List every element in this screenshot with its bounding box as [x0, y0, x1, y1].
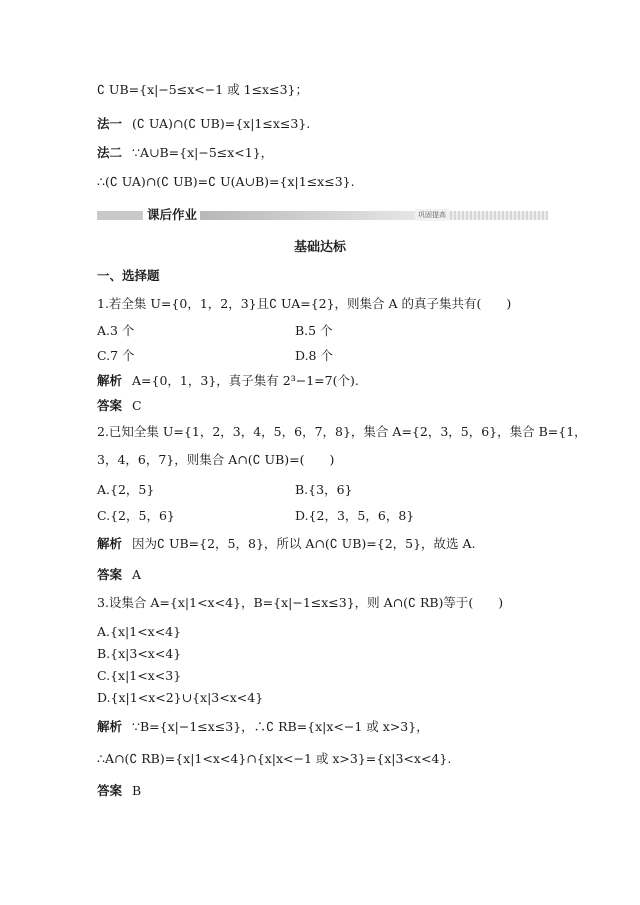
- q3-option-a: A.{x|1<x<4}: [97, 624, 182, 639]
- homework-banner: [97, 206, 548, 224]
- q3-answer-value: B: [132, 783, 142, 798]
- q1-answer: [97, 398, 142, 414]
- q1-analysis-label: 解析: [97, 373, 123, 388]
- q3-analysis-text: ∵B={x|−1≤x≤3}，∴∁ RB={x|x<−1 或 x>3}，: [132, 719, 429, 734]
- q3-answer-label: 答案: [97, 783, 123, 798]
- banner-title: 课后作业: [147, 207, 198, 222]
- q2-answer-value: A: [132, 567, 142, 582]
- method-one-label: 法一: [97, 116, 123, 131]
- method-one-text: (∁ UA)∩(∁ UB)={x|1≤x≤3}.: [132, 116, 311, 131]
- method-two-label: 法二: [97, 145, 123, 160]
- part-title: 一、选择题: [97, 268, 160, 283]
- q1-answer-label: 答案: [97, 398, 123, 413]
- q3-option-d: D.{x|1<x<2}∪{x|3<x<4}: [97, 690, 264, 705]
- q1-analysis: [97, 373, 359, 389]
- q3-stem: 3.设集合 A={x|1<x<4}，B={x|−1≤x≤3}，则 A∩(∁ RB)等于( ): [97, 595, 504, 610]
- q1-analysis-text: A={0，1，3}，真子集有 2³−1=7(个).: [132, 373, 359, 388]
- q2-option-b: B.{3，6}: [295, 482, 353, 497]
- banner-bar-mid: [200, 211, 418, 220]
- q3-analysis: [97, 719, 429, 735]
- q2-option-a: A.{2，5}: [97, 482, 155, 497]
- q2-analysis: [97, 536, 476, 552]
- banner-bar-left: [97, 211, 143, 220]
- q2-answer-label: 答案: [97, 567, 123, 582]
- q2-analysis-label: 解析: [97, 536, 123, 551]
- banner-tag: 巩固提高: [415, 209, 449, 221]
- section-title: 基础达标: [293, 240, 346, 255]
- q1-stem: 1.若全集 U={0，1，2，3}且∁ UA={2}，则集合 A 的真子集共有( ): [97, 296, 512, 311]
- conclusion-line: ∴(∁ UA)∩(∁ UB)=∁ U(A∪B)={x|1≤x≤3}.: [97, 174, 355, 189]
- q1-answer-value: C: [132, 398, 142, 413]
- method-two-text: ∵A∪B={x|−5≤x<1}，: [132, 145, 274, 160]
- prev-solution-line: ∁ UB={x|−5≤x<−1 或 1≤x≤3}；: [97, 82, 308, 97]
- method-one-line: [97, 116, 310, 132]
- q3-option-b: B.{x|3<x<4}: [97, 646, 182, 661]
- q3-option-c: C.{x|1<x<3}: [97, 668, 182, 683]
- q3-answer: [97, 783, 141, 799]
- q2-analysis-text: 因为∁ UB={2，5，8}，所以 A∩(∁ UB)={2，5}，故选 A.: [132, 536, 476, 551]
- q1-option-a: A.3 个: [97, 323, 135, 338]
- q2-option-c: C.{2，5，6}: [97, 508, 175, 523]
- q2-stem-line1: 2.已知全集 U={1，2，3，4，5，6，7，8}，集合 A={2，3，5，6}，集合 B={1，: [97, 424, 587, 439]
- q3-analysis-line2: ∴A∩(∁ RB)={x|1<x<4}∩{x|x<−1 或 x>3}={x|3<x<4}.: [97, 751, 452, 766]
- q1-option-b: B.5 个: [295, 323, 333, 338]
- q2-stem-line2: 3，4，6，7}，则集合 A∩(∁ UB)=( ): [97, 452, 335, 467]
- q1-option-d: D.8 个: [295, 348, 333, 363]
- q1-option-c: C.7 个: [97, 348, 135, 363]
- q2-answer: [97, 567, 141, 583]
- q3-analysis-label: 解析: [97, 719, 123, 734]
- q2-option-d: D.{2，3，5，6，8}: [295, 508, 415, 523]
- method-two-line: [97, 145, 273, 161]
